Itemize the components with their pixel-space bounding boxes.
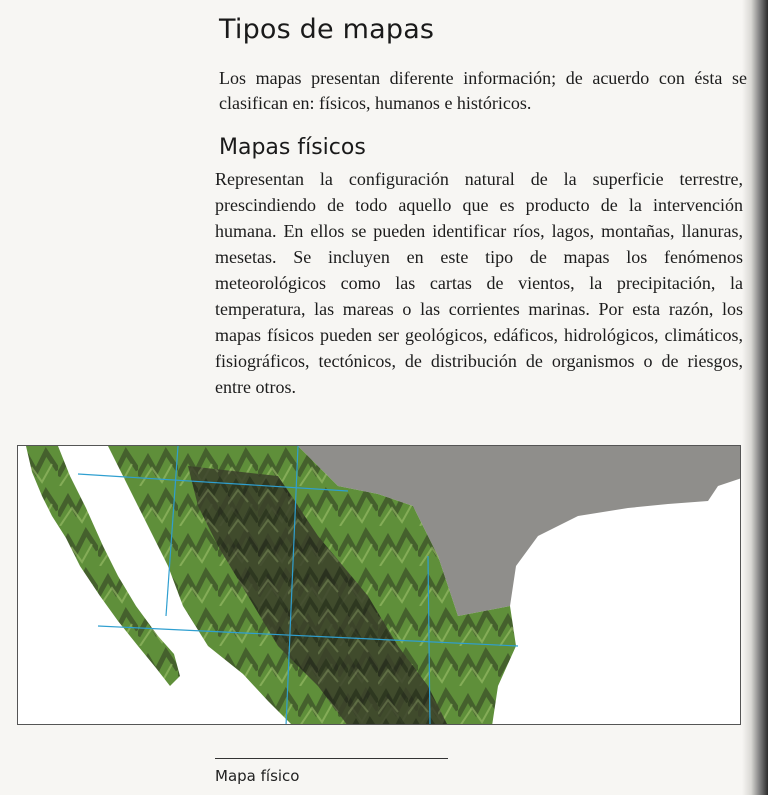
physical-map-figure xyxy=(17,445,741,725)
figure-caption: Mapa físico xyxy=(215,767,300,785)
caption-rule xyxy=(215,758,448,759)
physical-map-image xyxy=(18,446,741,725)
page-title: Tipos de mapas xyxy=(219,14,435,45)
body-paragraph: Representan la configuración natural de la superficie terrestre, prescindiendo de todo aquello que es producto de la intervención humana. En ellos se pueden identificar ríos, lagos, montañas, llanuras, mesetas. Se incluyen en este tipo de mapas los fenómenos meteorológicos como las cartas de vientos, la precipitación, la temperatura, las mareas o las corrientes marinas. Por esta razón, los mapas físicos pueden ser geológicos, edáficos, hidrológicos, climáticos, fisiográficos, tectónicos, de distribución de organismos o de riesgos, entre otros. xyxy=(215,169,743,397)
section-heading: Mapas físicos xyxy=(219,135,366,160)
page-edge-shadow xyxy=(742,0,768,795)
intro-paragraph: Los mapas presentan diferente información; de acuerdo con ésta se clasifican en: físicos, humanos e históricos. xyxy=(219,68,747,113)
